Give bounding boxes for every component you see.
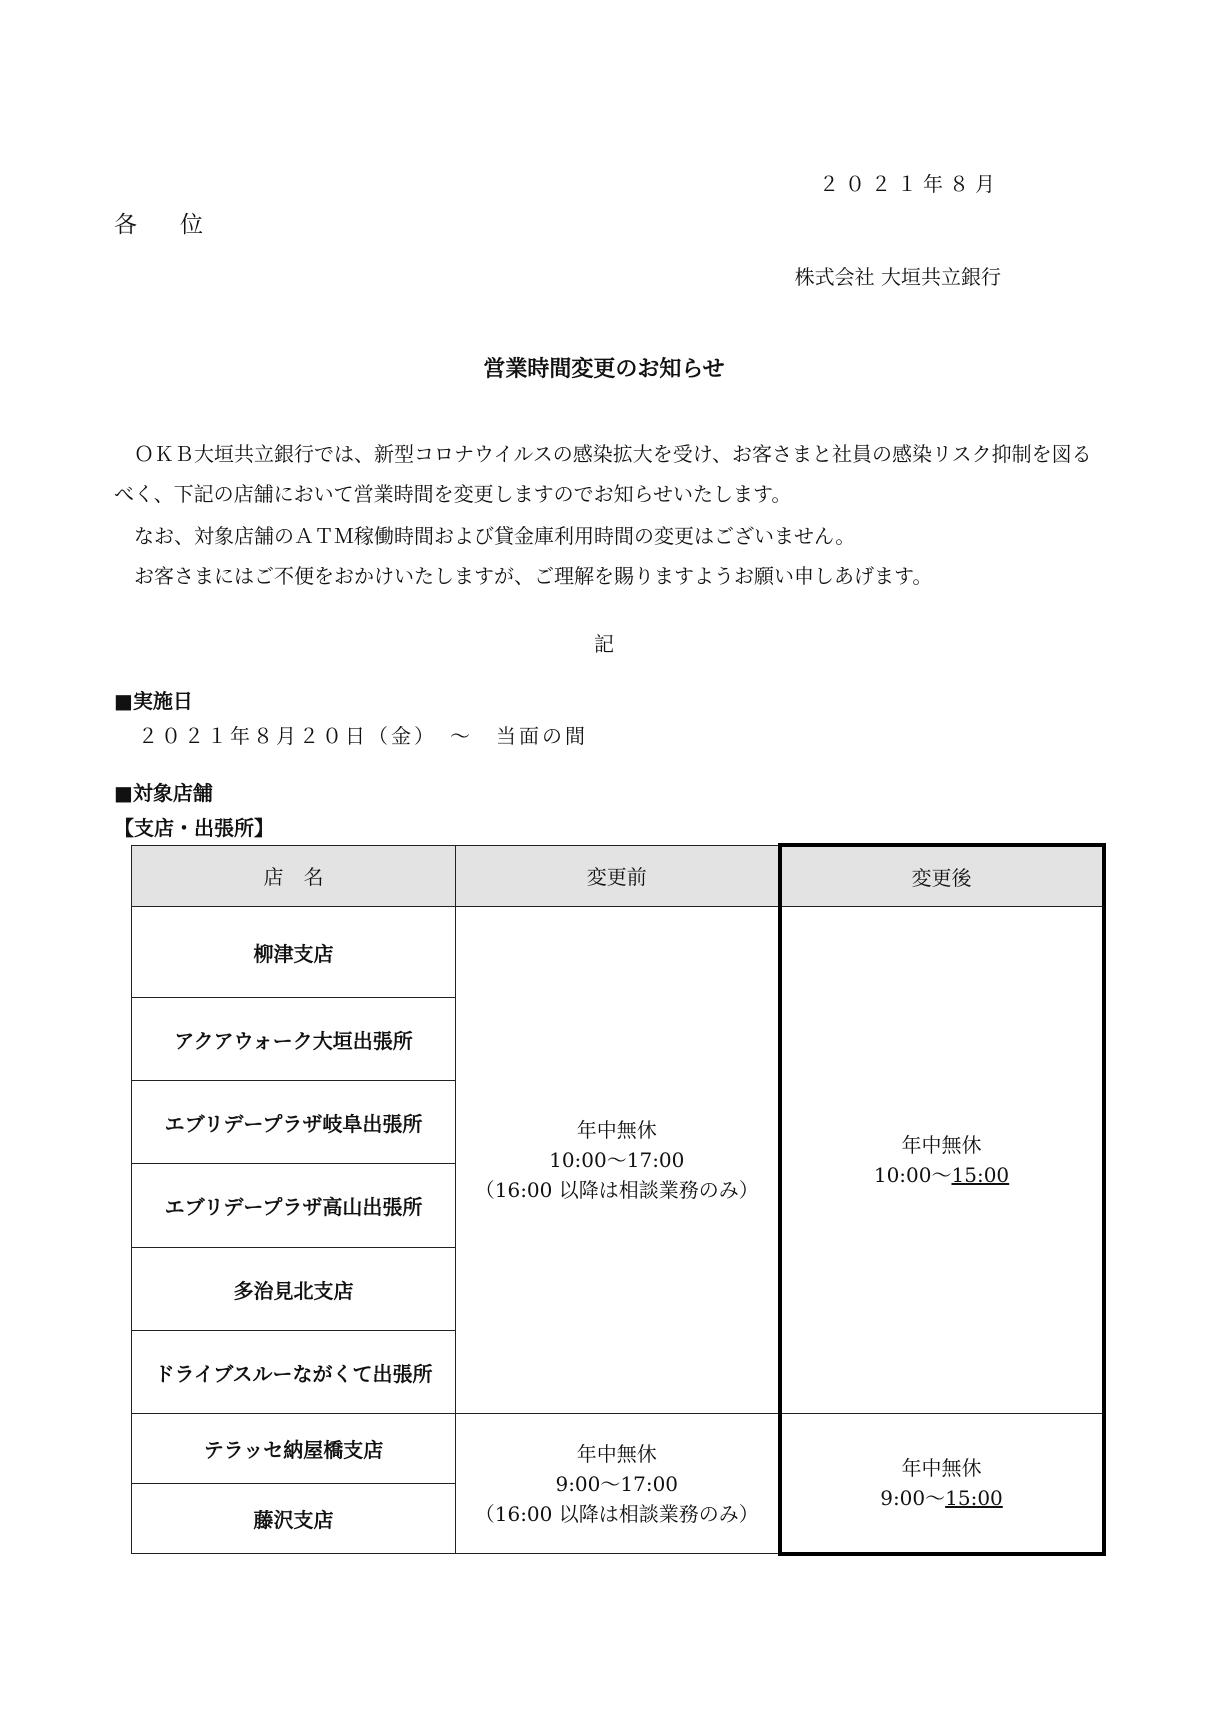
store-name: エブリデープラザ岐阜出張所 (132, 1081, 456, 1164)
before-time: 9:00～17:00 (555, 1471, 679, 1496)
schedule-table (131, 843, 1106, 1556)
table-row (132, 1414, 1104, 1484)
page-title: 営業時間変更のお知らせ (483, 357, 725, 382)
store-name: アクアウォーク大垣出張所 (132, 998, 456, 1081)
addressee: 各 位 (114, 212, 213, 238)
after-time (782, 1160, 1102, 1190)
before-days: 年中無休 (576, 1118, 657, 1142)
store-name: 多治見北支店 (132, 1248, 456, 1331)
branch-heading: 【支店・出張所】 (114, 816, 274, 840)
before-days: 年中無休 (576, 1441, 657, 1466)
after-time-start: 10:00～ (873, 1163, 952, 1187)
store-name: エブリデープラザ高山出張所 (132, 1164, 456, 1248)
implementation-date: ２０２１年８月２０日（金） ～ 当面の間 (138, 724, 588, 748)
after-time-start: 9:00～ (880, 1485, 946, 1510)
before-hours-group2 (456, 1414, 780, 1554)
store-name: 藤沢支店 (132, 1484, 456, 1554)
before-time: 10:00～17:00 (549, 1148, 685, 1172)
before-note: （16:00 以降は相談業務のみ） (474, 1501, 759, 1526)
after-days: 年中無休 (901, 1455, 982, 1480)
store-name: テラッセ納屋橋支店 (132, 1414, 456, 1484)
header-before: 変更前 (456, 845, 780, 907)
paragraph-intro: ＯＫＢ大垣共立銀行では、新型コロナウイルスの感染拡大を受け、お客さまと社員の感染リスク抑制を図るべく、下記の店舗において営業時間を変更しますのでお知らせいたします。 (114, 442, 1092, 506)
stores-heading: ■対象店舗 (114, 781, 213, 805)
paragraph-atm-note: なお、対象店舗のＡＴＭ稼働時間および貸金庫利用時間の変更はございません。 (114, 524, 856, 548)
table-header-row (132, 845, 1104, 907)
ki-marker: 記 (594, 632, 614, 656)
header-after: 変更後 (780, 845, 1104, 907)
before-note: （16:00 以降は相談業務のみ） (474, 1178, 759, 1202)
paragraph-apology: お客さまにはご不便をおかけいたしますが、ご理解を賜りますようお願い申しあげます。 (114, 564, 933, 588)
header-store-name: 店 名 (132, 845, 456, 907)
issuer: 株式会社 大垣共立銀行 (794, 265, 1001, 289)
before-hours-group1 (456, 907, 780, 1414)
table-row (132, 907, 1104, 998)
after-time (782, 1483, 1102, 1513)
implementation-heading: ■実施日 (114, 689, 193, 713)
after-hours-group2 (780, 1414, 1104, 1554)
document-date: ２０２１年８月 (819, 172, 1001, 196)
after-hours-group1 (780, 907, 1104, 1414)
store-name: ドライブスルーながくて出張所 (132, 1331, 456, 1414)
after-time-end: 15:00 (951, 1163, 1010, 1187)
after-days: 年中無休 (901, 1133, 982, 1157)
after-time-end: 15:00 (945, 1485, 1003, 1510)
store-name: 柳津支店 (132, 907, 456, 998)
